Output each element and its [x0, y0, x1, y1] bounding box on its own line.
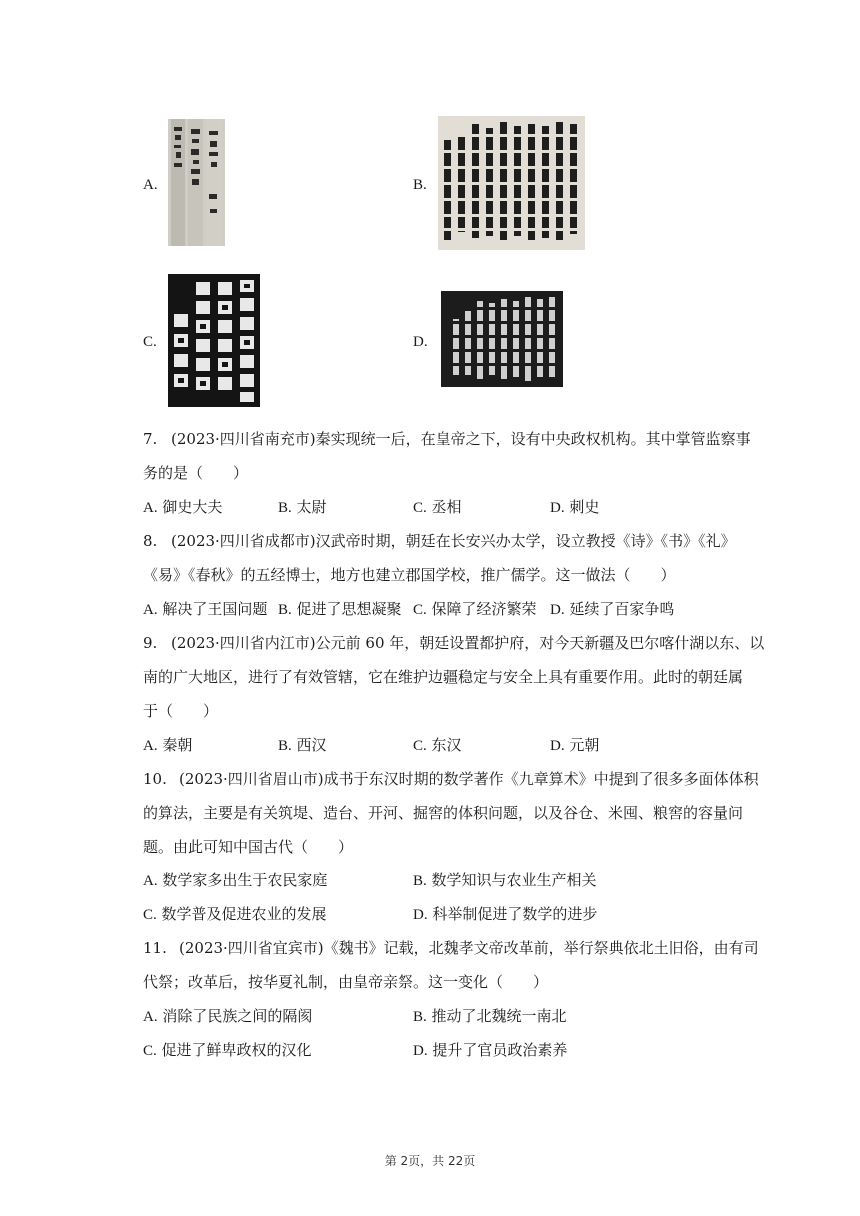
q10-option-d[interactable]: D. 科举制促进了数学的进步: [413, 905, 598, 923]
q11-option-a[interactable]: A. 消除了民族之间的隔阂: [143, 1007, 313, 1025]
q6-option-d-letter: D.: [413, 334, 428, 350]
q6-option-a-letter: A.: [143, 177, 158, 193]
q7-option-b[interactable]: B. 太尉: [278, 498, 327, 516]
q7-number: 7.: [143, 430, 158, 448]
q9-option-a[interactable]: A. 秦朝: [143, 736, 193, 754]
q11-option-b[interactable]: B. 推动了北魏统一南北: [413, 1007, 567, 1025]
q8-number: 8.: [143, 532, 158, 550]
calligraphy-running-script-image: [438, 116, 585, 250]
q10-stem-line-1: (2023·四川省眉山市)成书于东汉时期的数学著作《九章算术》中提到了很多多面体体积: [179, 770, 759, 788]
q8-option-c[interactable]: C. 保障了经济繁荣: [413, 600, 537, 618]
calligraphy-stele-rubbing-image: [168, 274, 260, 407]
q6-option-b-letter: B.: [413, 177, 427, 193]
q11-option-c[interactable]: C. 促进了鲜卑政权的汉化: [143, 1041, 312, 1059]
q8-stem-line-1: (2023·四川省成都市)汉武帝时期，朝廷在长安兴办太学，设立教授《诗》《书》《礼》: [171, 532, 736, 550]
q11-stem-line-2: 代祭；改革后，按华夏礼制，由皇帝亲祭。这一变化（ ）: [143, 973, 549, 991]
q7-stem-line-2: 务的是（ ）: [143, 464, 249, 482]
q10-option-c[interactable]: C. 数学普及促进农业的发展: [143, 905, 327, 923]
q9-option-c[interactable]: C. 东汉: [413, 736, 462, 754]
q11-stem-line-1: (2023·四川省宜宾市)《魏书》记载，北魏孝文帝改革前，举行祭典依北土旧俗，由有司: [179, 939, 759, 957]
q10-number: 10.: [143, 770, 167, 788]
q9-stem-line-3: 于（ ）: [143, 702, 219, 720]
calligraphy-wood-slips-image: [168, 119, 225, 246]
q10-option-a[interactable]: A. 数学家多出生于农民家庭: [143, 871, 328, 889]
q9-option-b[interactable]: B. 西汉: [278, 736, 327, 754]
q10-option-b[interactable]: B. 数学知识与农业生产相关: [413, 871, 597, 889]
q9-stem-line-1: (2023·四川省内江市)公元前 60 年，朝廷设置都护府，对今天新疆及巴尔喀什湖以东、以: [171, 634, 765, 652]
q6-option-c-letter: C.: [143, 334, 157, 350]
q7-option-c[interactable]: C. 丞相: [413, 498, 462, 516]
q8-option-a[interactable]: A. 解决了王国问题: [143, 600, 268, 618]
q11-number: 11.: [143, 939, 167, 957]
q9-stem-line-2: 南的广大地区，进行了有效管辖，它在维护边疆稳定与安全上具有重要作用。此时的朝廷属: [143, 668, 744, 686]
q9-option-d[interactable]: D. 元朝: [550, 736, 600, 754]
q8-option-d[interactable]: D. 延续了百家争鸣: [550, 600, 675, 618]
q10-stem-line-3: 题。由此可知中国古代（ ）: [143, 838, 354, 856]
q7-option-d[interactable]: D. 刺史: [550, 498, 600, 516]
calligraphy-dark-rubbing-image: [441, 291, 563, 387]
q7-option-a[interactable]: A. 御史大夫: [143, 498, 223, 516]
page-footer: 第 2页，共 22页: [384, 1154, 476, 1168]
q10-stem-line-2: 的算法，主要是有关筑堤、造台、开河、掘窖的体积问题，以及谷仓、米囤、粮窖的容量问: [143, 804, 744, 822]
q8-option-b[interactable]: B. 促进了思想凝聚: [278, 600, 402, 618]
q7-stem-line-1: (2023·四川省南充市)秦实现统一后，在皇帝之下，设有中央政权机构。其中掌管监察事: [171, 430, 751, 448]
q8-stem-line-2: 《易》《春秋》的五经博士，地方也建立郡国学校，推广儒学。这一做法（ ）: [143, 566, 676, 584]
q11-option-d[interactable]: D. 提升了官员政治素养: [413, 1041, 568, 1059]
q9-number: 9.: [143, 634, 158, 652]
